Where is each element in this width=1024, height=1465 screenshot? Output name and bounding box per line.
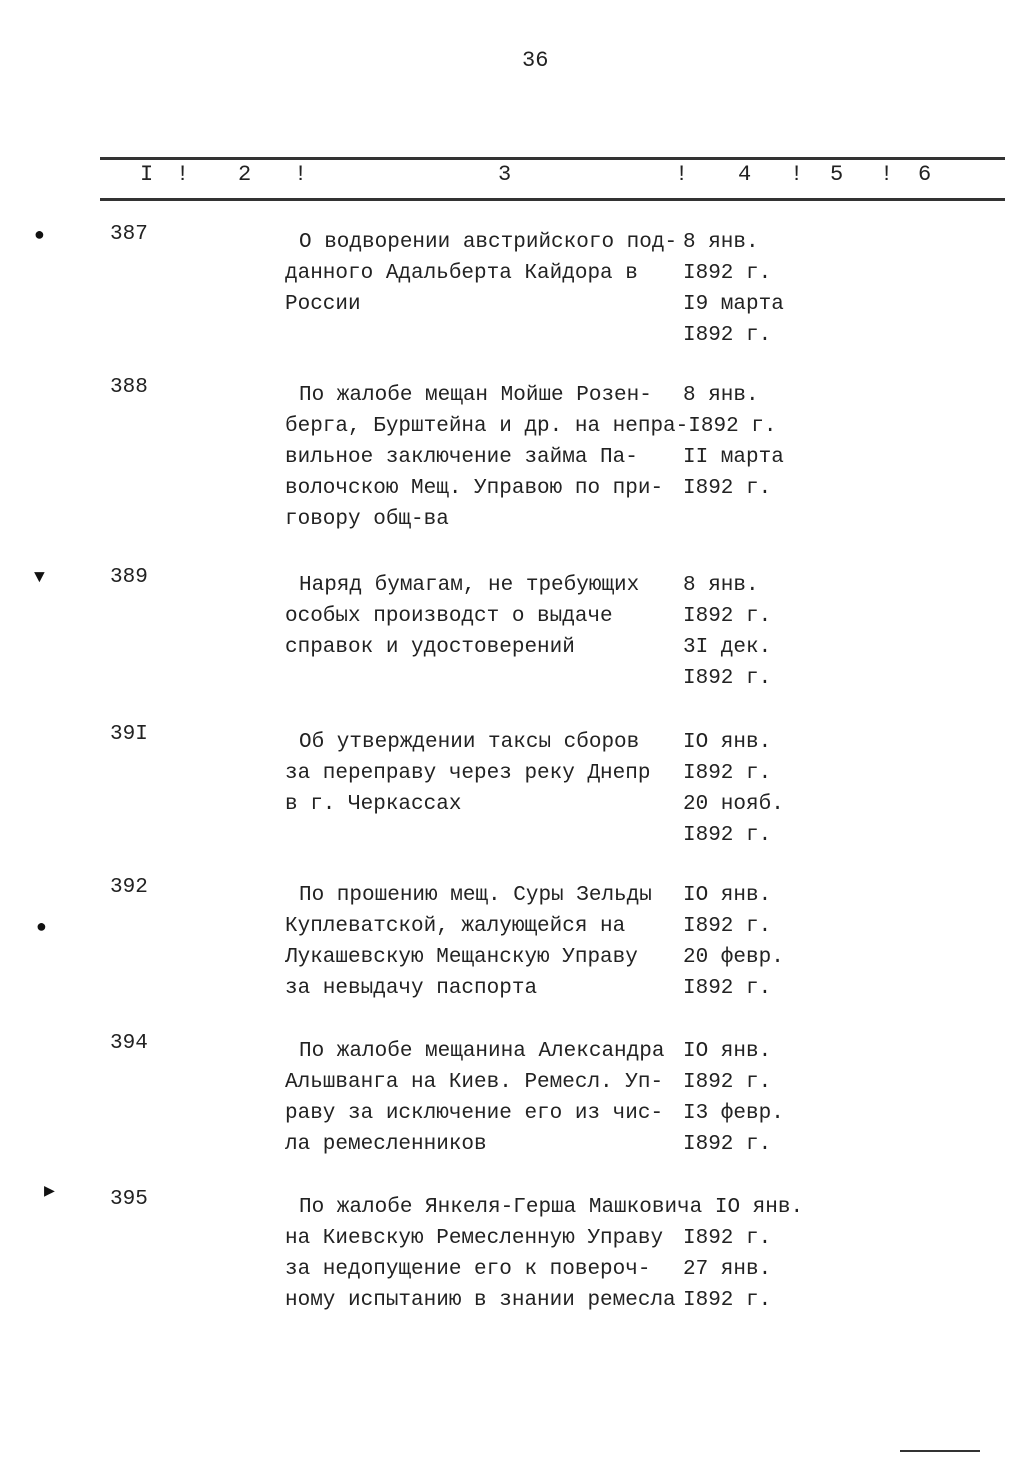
entry-line [285, 227, 784, 258]
entry-title-text: говору общ-ва [285, 508, 449, 531]
entry-title-text: за недопущение его к повероч- [285, 1258, 651, 1281]
entry-line [285, 601, 771, 632]
entry-title-text [285, 820, 683, 851]
entry-line [285, 258, 784, 289]
entry-date: I892 г. [683, 762, 772, 785]
col-2: 2 [238, 162, 252, 187]
entry-line [285, 942, 784, 973]
entry-title-text: Лукашевскую Мещанскую Управу [285, 946, 638, 969]
entry-title-text: за невыдачу паспорта [285, 977, 538, 1000]
entry-title-text [285, 663, 683, 694]
entry-title-text: справок и удостоверений [285, 636, 575, 659]
entry-date: I9 марта [683, 293, 784, 316]
entry-date: II марта [683, 446, 784, 469]
col-sep: ! [790, 162, 804, 187]
entry-line [285, 320, 784, 351]
entry-title-text: О водворении австрийского под- [299, 231, 678, 254]
entry-date: I892 г. [683, 824, 772, 847]
entry-date: 8 янв. [683, 231, 759, 254]
entry-line [285, 1254, 803, 1285]
entry-title-text: за переправу через реку Днепр [285, 762, 651, 785]
entry-date: 20 нояб. [683, 793, 784, 816]
entry-title-text: в г. Черкассах [285, 793, 462, 816]
entry-date: I892 г. [683, 477, 772, 500]
header-top-rule [100, 157, 1005, 160]
entry-line [285, 504, 784, 535]
entry-date: I892 г. [683, 1227, 772, 1250]
entry-line [285, 380, 784, 411]
entry-number: 389 [110, 566, 148, 589]
entry-title-text: волочскою Мещ. Управою по при- [285, 477, 664, 500]
entry-line [285, 1129, 784, 1160]
entry-line [285, 973, 784, 1004]
entry-date: IO янв. [714, 1196, 804, 1219]
entry-line [285, 1192, 803, 1223]
entry-rows [285, 227, 784, 351]
entry-title-text: на Киевскую Ремесленную Управу [285, 1227, 664, 1250]
header-bottom-rule [100, 198, 1005, 201]
entry-title-text: данного Адальберта Кайдора в [285, 262, 638, 285]
entry-title-text: Наряд бумагам, не требующих [299, 574, 640, 597]
entry-line [285, 473, 784, 504]
entry-number: 388 [110, 376, 148, 399]
entry-rows [285, 727, 784, 851]
entry-date: IO янв. [683, 884, 772, 907]
entry-title-text: По жалобе Янкеля-Герша Машковича [299, 1196, 715, 1219]
col-sep: ! [675, 162, 689, 187]
entry-date: 3I дек. [683, 636, 772, 659]
entry-title-text: берга, Бурштейна и др. на непра- [285, 415, 689, 438]
entry-date: I892 г. [683, 1289, 772, 1312]
entry-number: 39I [110, 723, 148, 746]
entry-date: 8 янв. [683, 574, 759, 597]
entry-line [285, 758, 784, 789]
col-4: 4 [738, 162, 752, 187]
entry-date: I892 г. [683, 324, 772, 347]
footer-rule [900, 1450, 980, 1452]
entry-date: IO янв. [683, 1040, 772, 1063]
entry-date: IO янв. [683, 731, 772, 754]
entry-title-text: России [285, 293, 361, 316]
entry-date: I892 г. [683, 977, 772, 1000]
entry-date: I3 февр. [683, 1102, 784, 1125]
entry-date: I892 г. [683, 667, 772, 690]
entry-line [285, 1067, 784, 1098]
entry-line [285, 911, 784, 942]
entry-rows [285, 570, 771, 694]
entry-date: 27 янв. [683, 1258, 772, 1281]
entry-line [285, 727, 784, 758]
col-sep: ! [880, 162, 894, 187]
entry-date: I892 г. [683, 1133, 772, 1156]
entry-title-text: особых производст о выдаче [285, 605, 613, 628]
entry-date: I892 г. [683, 605, 772, 628]
col-1: I [140, 162, 154, 187]
entry-rows [285, 1036, 784, 1160]
entry-title-text: ному испытанию в знании ремесла [285, 1289, 676, 1312]
entry-number: 394 [110, 1032, 148, 1055]
entry-title-text: По прошению мещ. Суры Зельды [299, 884, 652, 907]
entry-title-text: По жалобе мещанина Александра [299, 1040, 665, 1063]
col-sep: ! [294, 162, 308, 187]
entry-line [285, 411, 784, 442]
col-sep: ! [176, 162, 190, 187]
entry-line [285, 1036, 784, 1067]
entry-date: I892 г. [683, 915, 772, 938]
entry-date: 20 февр. [683, 946, 784, 969]
entry-date: I892 г. [688, 415, 777, 438]
entry-line [285, 1223, 803, 1254]
entry-title-text: раву за исключение его из чис- [285, 1102, 664, 1125]
entry-title-text: Альшванга на Киев. Ремесл. Уп- [285, 1071, 664, 1094]
col-6: 6 [918, 162, 932, 187]
col-3: 3 [498, 162, 512, 187]
entry-number: 395 [110, 1188, 148, 1211]
entry-rows [285, 880, 784, 1004]
entry-line [285, 663, 771, 694]
entry-title-text: Куплеватской, жалующейся на [285, 915, 626, 938]
entry-line [285, 880, 784, 911]
punch-mark-icon: ● [36, 918, 47, 938]
entry-date: 8 янв. [683, 384, 759, 407]
entry-line [285, 1098, 784, 1129]
entry-line [285, 789, 784, 820]
entry-title-text [285, 320, 683, 351]
entry-title-text: Об утверждении таксы сборов [299, 731, 640, 754]
column-header [140, 162, 1000, 192]
entry-line [285, 632, 771, 663]
entry-rows [285, 380, 784, 535]
entry-date: I892 г. [683, 1071, 772, 1094]
entry-line [285, 442, 784, 473]
entry-number: 392 [110, 876, 148, 899]
entry-line [285, 289, 784, 320]
entry-rows [285, 1192, 803, 1316]
entry-title-text: По жалобе мещан Мойше Розен- [299, 384, 652, 407]
entry-number: 387 [110, 223, 148, 246]
entry-date: I892 г. [683, 262, 772, 285]
entry-line [285, 1285, 803, 1316]
punch-mark-icon: ● [34, 226, 45, 246]
entry-title-text: вильное заключение займа Па- [285, 446, 638, 469]
col-5: 5 [830, 162, 844, 187]
page-number: 36 [522, 48, 549, 73]
entry-title-text: ла ремесленников [285, 1133, 487, 1156]
punch-mark-icon: ▼ [34, 568, 45, 588]
punch-mark-icon: ▶ [44, 1182, 55, 1202]
entry-line [285, 820, 784, 851]
entry-line [285, 570, 771, 601]
